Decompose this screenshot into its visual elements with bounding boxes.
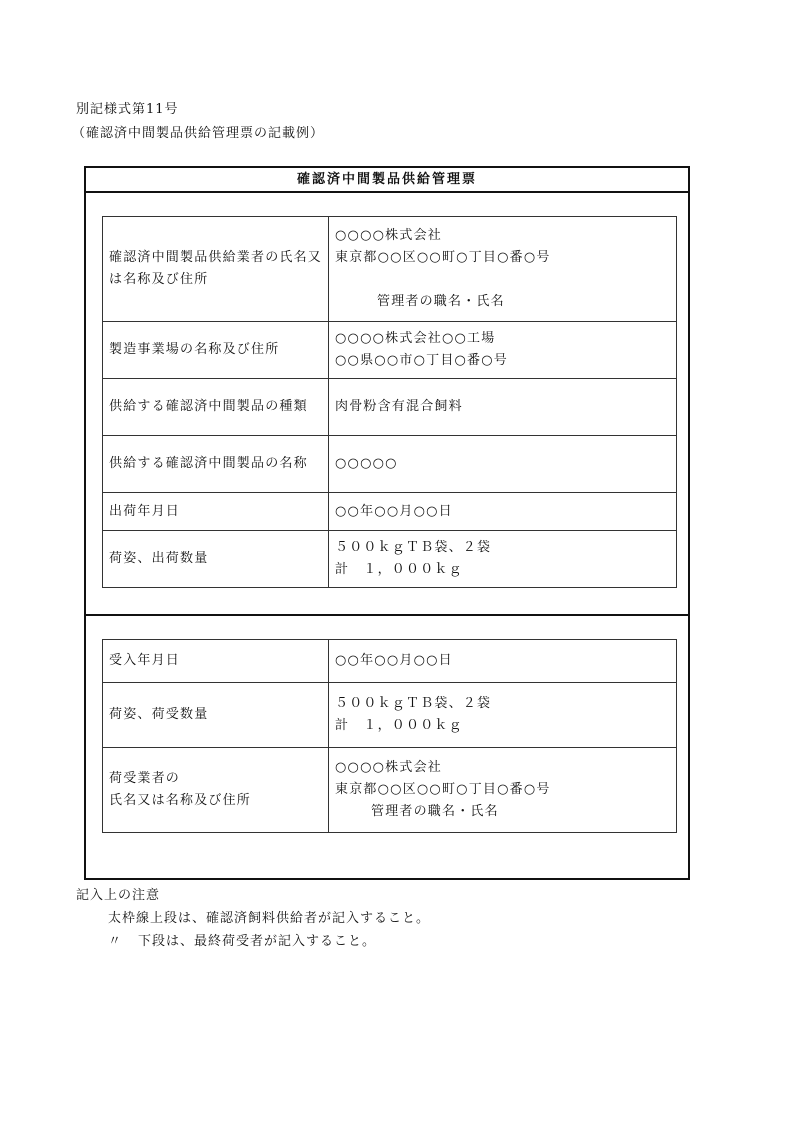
row-label: 荷姿、出荷数量 bbox=[103, 531, 329, 588]
table-row bbox=[103, 322, 677, 379]
form-frame bbox=[84, 166, 690, 880]
row-value: ○○○○株式会社 東京都○○区○○町○丁目○番○号 管理者の職名・氏名 bbox=[329, 748, 677, 833]
row-label: 荷受業者の 氏名又は名称及び住所 bbox=[103, 748, 329, 833]
receiver-table bbox=[102, 639, 677, 833]
form-title: 確認済中間製品供給管理票 bbox=[86, 168, 688, 193]
row-label: 確認済中間製品供給業者の氏名又は名称及び住所 bbox=[103, 217, 329, 322]
table-row bbox=[103, 640, 677, 683]
row-value: ５００ｋｇＴＢ袋、２袋 計 １，０００ｋｇ bbox=[329, 531, 677, 588]
note-line-2: 〃 下段は、最終荷受者が記入すること。 bbox=[76, 930, 430, 953]
form-subtitle: （確認済中間製品供給管理票の記載例） bbox=[72, 126, 325, 141]
row-value: 肉骨粉含有混合飼料 bbox=[329, 379, 677, 436]
row-value: ○○○○株式会社○○工場 ○○県○○市○丁目○番○号 bbox=[329, 322, 677, 379]
ditto-mark: 〃 bbox=[108, 934, 123, 949]
row-value: ５００ｋｇＴＢ袋、２袋 計 １，０００ｋｇ bbox=[329, 683, 677, 748]
notes-heading: 記入上の注意 bbox=[76, 888, 161, 903]
note-line-1: 太枠線上段は、確認済飼料供給者が記入すること。 bbox=[108, 911, 431, 926]
entry-notes bbox=[76, 884, 430, 953]
table-row bbox=[103, 683, 677, 748]
row-label: 受入年月日 bbox=[103, 640, 329, 683]
table-row bbox=[103, 493, 677, 531]
supplier-table bbox=[102, 216, 677, 588]
table-row bbox=[103, 748, 677, 833]
manager-name-note: 管理者の職名・氏名 bbox=[371, 804, 499, 819]
row-label: 製造事業場の名称及び住所 bbox=[103, 322, 329, 379]
section-divider bbox=[86, 614, 688, 616]
row-label: 供給する確認済中間製品の名称 bbox=[103, 436, 329, 493]
row-value: ○○年○○月○○日 bbox=[329, 640, 677, 683]
row-value: ○○年○○月○○日 bbox=[329, 493, 677, 531]
table-row bbox=[103, 436, 677, 493]
table-row bbox=[103, 379, 677, 436]
table-row bbox=[103, 531, 677, 588]
manager-name-note: 管理者の職名・氏名 bbox=[377, 294, 505, 309]
row-value: ○○○○○ bbox=[329, 436, 677, 493]
row-label: 荷姿、荷受数量 bbox=[103, 683, 329, 748]
row-label: 出荷年月日 bbox=[103, 493, 329, 531]
row-label: 供給する確認済中間製品の種類 bbox=[103, 379, 329, 436]
row-value: ○○○○株式会社 東京都○○区○○町○丁目○番○号 管理者の職名・氏名 bbox=[329, 217, 677, 322]
table-row bbox=[103, 217, 677, 322]
form-number: 別記様式第11号 bbox=[76, 102, 179, 117]
